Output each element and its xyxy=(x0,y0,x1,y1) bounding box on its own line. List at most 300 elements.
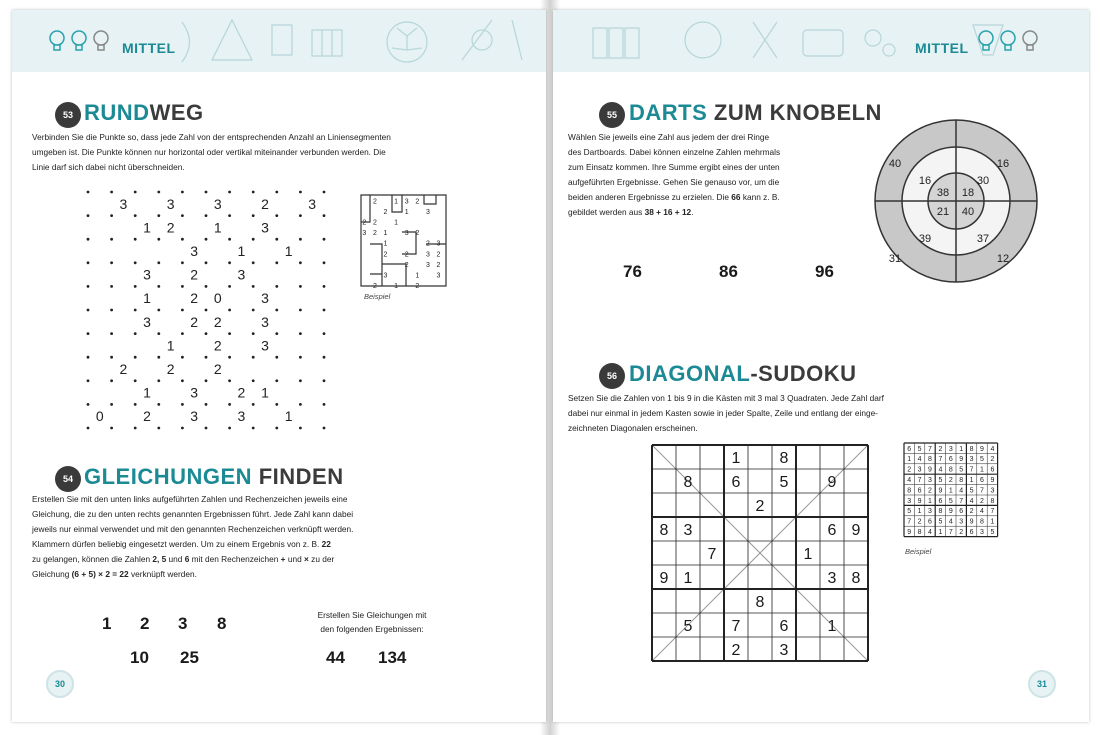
dartboard xyxy=(873,118,1039,284)
example-digit: 5 xyxy=(948,497,953,505)
clue-number: 2 xyxy=(261,195,269,212)
grid-dot xyxy=(181,403,184,406)
clue-number: 2 xyxy=(166,361,175,377)
sudoku-given: 6 xyxy=(779,618,789,635)
example-digit: 5 xyxy=(938,477,943,484)
grid-dot xyxy=(110,309,113,312)
grid-dot xyxy=(275,309,278,312)
clue-number: 3 xyxy=(213,195,222,212)
grid-dot xyxy=(181,332,184,335)
example-clue: 2 xyxy=(415,283,420,288)
rundweg-example-grid xyxy=(356,192,448,288)
grid-dot xyxy=(205,403,208,406)
target-sum: 76 xyxy=(623,262,642,281)
text: mit den Rechenzeichen xyxy=(189,554,281,564)
instruction-line: Gleichung, die zu den unten rechts genannten Ergebnissen führt. Jede Zahl kann dabei xyxy=(32,509,354,519)
grid-dot xyxy=(134,214,137,217)
dart-value-inner: 40 xyxy=(961,206,975,218)
text: . xyxy=(691,207,694,217)
clue-number: 1 xyxy=(237,243,246,259)
example-clue: 1 xyxy=(394,219,399,227)
example-clue: 2 xyxy=(415,198,420,206)
example-digit: 3 xyxy=(959,518,964,526)
grid-dot xyxy=(323,261,326,264)
grid-dot xyxy=(110,214,113,217)
grid-dot xyxy=(87,332,90,335)
example-digit: 6 xyxy=(917,487,922,495)
clue-number: 3 xyxy=(143,266,151,283)
grid-dot xyxy=(134,403,137,406)
example-digit: 6 xyxy=(980,477,984,484)
example-digit: 1 xyxy=(948,487,953,495)
grid-dot xyxy=(275,261,278,264)
instruction-line: Wählen Sie jeweils eine Zahl aus jedem der drei Ringe xyxy=(568,132,770,142)
dart-value-middle: 39 xyxy=(918,233,932,245)
grid-dot xyxy=(157,332,160,335)
title-part-teal: DIAGONAL xyxy=(629,361,751,386)
grid-dot xyxy=(252,238,255,241)
example-clue: 3 xyxy=(404,230,409,238)
clue-number: 3 xyxy=(190,384,199,401)
example-clue: 1 xyxy=(394,283,399,288)
clue-number: 3 xyxy=(166,195,175,212)
example-clue: 2 xyxy=(362,219,367,227)
grid-dot xyxy=(299,356,302,359)
example-digit: 7 xyxy=(917,477,922,484)
sudoku-given: 1 xyxy=(731,450,741,467)
example-digit: 3 xyxy=(990,487,995,495)
example-digit: 5 xyxy=(990,529,995,536)
sudoku-given: 5 xyxy=(683,618,693,635)
grid-dot xyxy=(110,403,113,406)
bold-operator: + xyxy=(280,554,286,564)
clue-number: 3 xyxy=(190,243,199,259)
puzzle-number-badge: 53 xyxy=(57,104,79,126)
given-number: 25 xyxy=(180,648,199,667)
example-digit: 2 xyxy=(948,477,953,484)
example-digit: 1 xyxy=(907,456,912,464)
grid-dot xyxy=(228,379,231,382)
example-digit: 3 xyxy=(948,445,953,453)
puzzle-title xyxy=(629,361,857,387)
puzzle-instructions xyxy=(568,130,868,220)
example-clue: 3 xyxy=(404,198,409,206)
given-number: 10 xyxy=(130,648,149,667)
grid-dot xyxy=(205,238,208,241)
instruction-line: des Dartboards. Dabei können einzelne Zahlen mehrmals xyxy=(568,147,781,157)
instruction-line: Erstellen Sie mit den unten links aufgeführten Zahlen und Rechenzeichen jeweils eine xyxy=(32,494,348,504)
grid-dot xyxy=(134,427,137,430)
title-part-dark: ZUM KNOBELN xyxy=(713,100,882,125)
results-instruction xyxy=(302,608,442,636)
example-label: Beispiel xyxy=(364,292,391,301)
title-part-dark: -SUDOKU xyxy=(750,361,857,386)
bold-number: 22 xyxy=(321,539,331,549)
text: zu gelangen, können die Zahlen xyxy=(32,554,153,564)
example-digit: 2 xyxy=(907,466,912,474)
grid-dot xyxy=(110,261,113,264)
grid-dot xyxy=(275,356,278,359)
sudoku-given: 1 xyxy=(683,570,693,587)
grid-dot xyxy=(134,191,137,194)
grid-dot xyxy=(87,427,90,430)
example-digit: 1 xyxy=(917,508,922,516)
clue-number: 2 xyxy=(213,361,222,377)
example-digit: 2 xyxy=(928,487,932,495)
grid-dot xyxy=(87,261,90,264)
grid-dot xyxy=(87,356,90,359)
grid-dot xyxy=(87,191,90,194)
clue-number: 2 xyxy=(190,266,199,283)
clue-number: 2 xyxy=(213,337,222,354)
grid-dot xyxy=(299,332,302,335)
grid-dot xyxy=(157,403,160,406)
example-digit: 8 xyxy=(948,466,953,474)
sudoku-given: 2 xyxy=(731,642,741,659)
grid-dot xyxy=(275,379,278,382)
example-digit: 3 xyxy=(907,497,912,505)
sudoku-given: 6 xyxy=(827,522,837,539)
instruction-line: zeichneten Diagonalen erscheinen. xyxy=(568,423,698,433)
grid-dot xyxy=(205,427,208,430)
example-digit: 8 xyxy=(907,487,912,495)
example-clue: 1 xyxy=(394,198,399,206)
dart-value-middle: 37 xyxy=(976,233,990,245)
example-clue: 2 xyxy=(372,283,377,288)
example-clue: 1 xyxy=(415,272,420,280)
sudoku-given: 5 xyxy=(779,474,789,491)
example-digit: 4 xyxy=(969,497,974,505)
left-page xyxy=(12,10,546,722)
clue-number: 1 xyxy=(166,337,175,354)
grid-dot xyxy=(134,332,137,335)
grid-dot xyxy=(275,427,278,430)
text: gebildet werden aus xyxy=(568,207,645,217)
grid-dot xyxy=(181,379,184,382)
grid-dot xyxy=(323,427,326,430)
grid-dot xyxy=(181,356,184,359)
example-digit: 7 xyxy=(938,456,943,464)
grid-dot xyxy=(181,261,184,264)
grid-dot xyxy=(252,379,255,382)
target-result: 44 xyxy=(326,648,345,667)
clue-number: 2 xyxy=(143,408,151,425)
example-digit: 6 xyxy=(959,508,964,516)
grid-dot xyxy=(110,332,113,335)
example-digit: 6 xyxy=(907,445,912,453)
dart-value-middle: 16 xyxy=(918,175,932,187)
grid-dot xyxy=(110,238,113,241)
grid-dot xyxy=(228,332,231,335)
dart-value-inner: 18 xyxy=(961,187,975,199)
example-clue: 3 xyxy=(436,272,441,280)
grid-dot xyxy=(110,427,113,430)
text: und xyxy=(166,554,185,564)
example-digit: 7 xyxy=(928,445,932,453)
grid-dot xyxy=(252,356,255,359)
puzzle-instructions xyxy=(568,391,988,436)
text: beiden anderen Ergebnisse zu erzielen. Die xyxy=(568,192,732,202)
example-clue: 3 xyxy=(425,251,430,259)
example-digit: 1 xyxy=(969,477,974,484)
grid-dot xyxy=(87,238,90,241)
instruction-line: zum Einsatz kommen. Ihre Summe ergibt eines der unten xyxy=(568,162,780,172)
example-digit: 1 xyxy=(928,497,932,505)
grid-dot xyxy=(299,379,302,382)
grid-dot xyxy=(157,379,160,382)
clue-number: 1 xyxy=(284,408,293,425)
grid-dot xyxy=(228,285,231,288)
example-clue: 3 xyxy=(436,240,441,248)
example-digit: 7 xyxy=(990,508,995,516)
grid-dot xyxy=(134,285,137,288)
grid-dot xyxy=(252,285,255,288)
clue-number: 2 xyxy=(166,219,175,236)
puzzle-instructions xyxy=(32,492,432,582)
clue-number: 3 xyxy=(308,195,317,212)
page-number: 31 xyxy=(1028,670,1056,698)
instruction-line: jeweils nur einmal verwendet und mit den genannten Rechenzeichen verknüpft werden. xyxy=(32,524,354,534)
grid-dot xyxy=(157,285,160,288)
title-part-teal: GLEICHUNGEN xyxy=(84,464,253,489)
example-clue: 3 xyxy=(362,230,367,238)
grid-dot xyxy=(252,403,255,406)
grid-dot xyxy=(181,285,184,288)
diagonal-sudoku-grid xyxy=(651,444,869,662)
grid-dot xyxy=(228,403,231,406)
grid-dot xyxy=(157,214,160,217)
example-digit: 9 xyxy=(917,497,922,505)
example-digit: 3 xyxy=(928,477,932,484)
grid-dot xyxy=(323,356,326,359)
example-digit: 7 xyxy=(907,518,912,526)
example-digit: 9 xyxy=(948,508,953,516)
grid-dot xyxy=(299,309,302,312)
grid-dot xyxy=(323,214,326,217)
sudoku-given: 8 xyxy=(779,450,789,467)
example-clue: 1 xyxy=(383,230,388,238)
level-label: MITTEL xyxy=(122,40,176,56)
example-clue: 2 xyxy=(372,219,377,227)
clue-number: 2 xyxy=(237,384,246,401)
text: zu der xyxy=(308,554,335,564)
clue-number: 3 xyxy=(261,219,269,236)
clue-number: 1 xyxy=(143,290,151,307)
instruction-line xyxy=(32,537,432,552)
grid-dot xyxy=(110,191,113,194)
grid-dot xyxy=(87,403,90,406)
example-digit: 8 xyxy=(990,497,995,505)
example-digit: 3 xyxy=(928,508,932,516)
example-clue: 1 xyxy=(383,240,388,248)
solution-path xyxy=(361,195,446,286)
example-clue: 2 xyxy=(372,230,377,238)
dart-value-inner: 21 xyxy=(936,206,950,218)
example-digit: 3 xyxy=(969,456,974,464)
example-clue: 2 xyxy=(383,251,388,259)
grid-dot xyxy=(323,285,326,288)
grid-dot xyxy=(275,238,278,241)
example-digit: 4 xyxy=(990,445,995,453)
clue-number: 3 xyxy=(261,313,269,330)
example-label: Beispiel xyxy=(905,547,932,556)
example-clue: 2 xyxy=(436,261,441,269)
grid-dot xyxy=(205,261,208,264)
bold-number: 6 xyxy=(184,554,190,564)
sudoku-given: 9 xyxy=(851,522,861,539)
example-digit: 5 xyxy=(980,456,984,464)
sudoku-given: 8 xyxy=(851,570,861,587)
grid-dot xyxy=(181,238,184,241)
grid-dot xyxy=(205,309,208,312)
example-digit: 8 xyxy=(917,529,922,536)
grid-dot xyxy=(87,285,90,288)
grid-dot xyxy=(252,332,255,335)
given-number: 2 xyxy=(140,614,150,633)
example-digit: 9 xyxy=(928,466,932,474)
grid-dot xyxy=(299,427,302,430)
clue-number: 1 xyxy=(143,384,151,401)
example-clue: 2 xyxy=(415,230,420,238)
grid-dot xyxy=(87,379,90,382)
puzzle-instructions: Verbinden Sie die Punkte so, dass jede Zahl von der entsprechenden Anzahl an Liniensegmenten umgeben ist. Die Punkte können nur horizontal oder vertikal miteinander verbunden werden. Die Linie darf sich dabei nicht überschneiden. xyxy=(32,132,391,172)
sudoku-given: 1 xyxy=(803,546,813,563)
title-part-teal: RUND xyxy=(84,100,150,125)
example-digit: 6 xyxy=(938,497,943,505)
target-result: 134 xyxy=(378,648,407,667)
title-part-teal: DARTS xyxy=(629,100,708,125)
example-digit: 9 xyxy=(980,445,984,453)
text: Gleichung xyxy=(32,569,72,579)
example-digit: 2 xyxy=(917,518,922,526)
bold-number: 2, 5 xyxy=(152,554,167,564)
text: verknüpft werden. xyxy=(128,569,197,579)
grid-dot xyxy=(299,403,302,406)
grid-dot xyxy=(299,191,302,194)
example-digit: 3 xyxy=(917,466,922,474)
example-clue: 3 xyxy=(383,272,388,280)
sudoku-given: 8 xyxy=(755,594,765,611)
instruction-line: aufgeführten Ergebnisse. Gehen Sie genauso vor, um die xyxy=(568,177,780,187)
puzzle-title xyxy=(84,464,344,490)
example-digit: 6 xyxy=(990,466,995,474)
grid-dot xyxy=(299,285,302,288)
grid-dot xyxy=(323,309,326,312)
grid-dot xyxy=(323,379,326,382)
example-clue: 2 xyxy=(383,208,388,216)
sudoku-given: 6 xyxy=(731,474,741,491)
target-sum: 96 xyxy=(815,262,834,281)
example-digit: 9 xyxy=(938,487,943,495)
sudoku-given: 2 xyxy=(755,498,765,515)
clue-number: 3 xyxy=(119,195,128,212)
clue-number: 2 xyxy=(119,361,128,377)
example-digit: 2 xyxy=(980,497,984,505)
grid-dot xyxy=(228,261,231,264)
example-clue: 2 xyxy=(404,261,409,269)
puzzle-title xyxy=(84,100,204,126)
clue-number: 1 xyxy=(143,219,151,236)
example-digit: 8 xyxy=(938,508,943,516)
grid-dot xyxy=(157,309,160,312)
example-digit: 6 xyxy=(969,529,974,536)
example-clue: 1 xyxy=(404,208,409,216)
header-band xyxy=(12,10,546,72)
grid-dot xyxy=(134,356,137,359)
grid-dot xyxy=(157,191,160,194)
sudoku-given: 8 xyxy=(683,474,693,491)
example-digit: 4 xyxy=(938,466,943,474)
example-digit: 4 xyxy=(959,487,964,495)
sudoku-given: 7 xyxy=(731,618,741,635)
instruction-line: dabei nur einmal in jedem Kasten sowie in jeder Spalte, Zeile und entlang der einge- xyxy=(568,408,878,418)
bold-equation: (6 + 5) × 2 = 22 xyxy=(71,569,129,579)
clue-number: 1 xyxy=(213,219,222,236)
sudoku-given: 3 xyxy=(827,570,837,587)
grid-dot xyxy=(275,191,278,194)
given-number: 1 xyxy=(102,614,112,633)
example-clue: 2 xyxy=(372,198,377,206)
grid-dot xyxy=(181,309,184,312)
grid-dot xyxy=(134,238,137,241)
instruction-line xyxy=(32,567,432,582)
example-digit: 7 xyxy=(980,487,984,495)
example-digit: 5 xyxy=(907,508,912,516)
grid-dot xyxy=(134,379,137,382)
example-digit: 1 xyxy=(938,529,943,536)
grid-dot xyxy=(275,214,278,217)
sudoku-given: 7 xyxy=(707,546,717,563)
example-digit: 9 xyxy=(959,456,964,464)
example-digit: 4 xyxy=(948,518,953,526)
example-digit: 6 xyxy=(948,456,953,464)
grid-dot xyxy=(252,261,255,264)
grid-dot xyxy=(275,285,278,288)
puzzle-number-badge: 54 xyxy=(57,468,79,490)
bold-operator: × xyxy=(304,554,309,564)
grid-dot xyxy=(299,261,302,264)
example-digit: 4 xyxy=(907,477,912,484)
dart-value-outer: 16 xyxy=(996,158,1010,170)
example-clue: 2 xyxy=(404,251,409,259)
grid-dot xyxy=(275,332,278,335)
example-digit: 7 xyxy=(969,466,974,474)
example-digit: 4 xyxy=(980,508,984,516)
grid-dot xyxy=(205,379,208,382)
grid-dot xyxy=(110,285,113,288)
example-digit: 5 xyxy=(959,466,964,474)
instruction-line xyxy=(568,205,868,220)
title-part-dark: WEG xyxy=(149,100,204,125)
rundweg-grid xyxy=(80,184,332,436)
example-digit: 2 xyxy=(969,508,974,516)
grid-dot xyxy=(205,332,208,335)
instruction-line xyxy=(32,552,432,567)
example-digit: 7 xyxy=(959,497,964,505)
grid-dot xyxy=(205,285,208,288)
grid-dot xyxy=(87,214,90,217)
grid-dot xyxy=(323,332,326,335)
grid-dot xyxy=(157,261,160,264)
text: und xyxy=(285,554,304,564)
grid-dot xyxy=(252,191,255,194)
example-digit: 1 xyxy=(980,466,984,474)
grid-dot xyxy=(228,214,231,217)
sudoku-given: 9 xyxy=(659,570,669,587)
example-digit: 9 xyxy=(907,529,912,536)
bold-equation: 38 + 16 + 12 xyxy=(644,207,692,217)
clue-number: 2 xyxy=(190,313,199,330)
